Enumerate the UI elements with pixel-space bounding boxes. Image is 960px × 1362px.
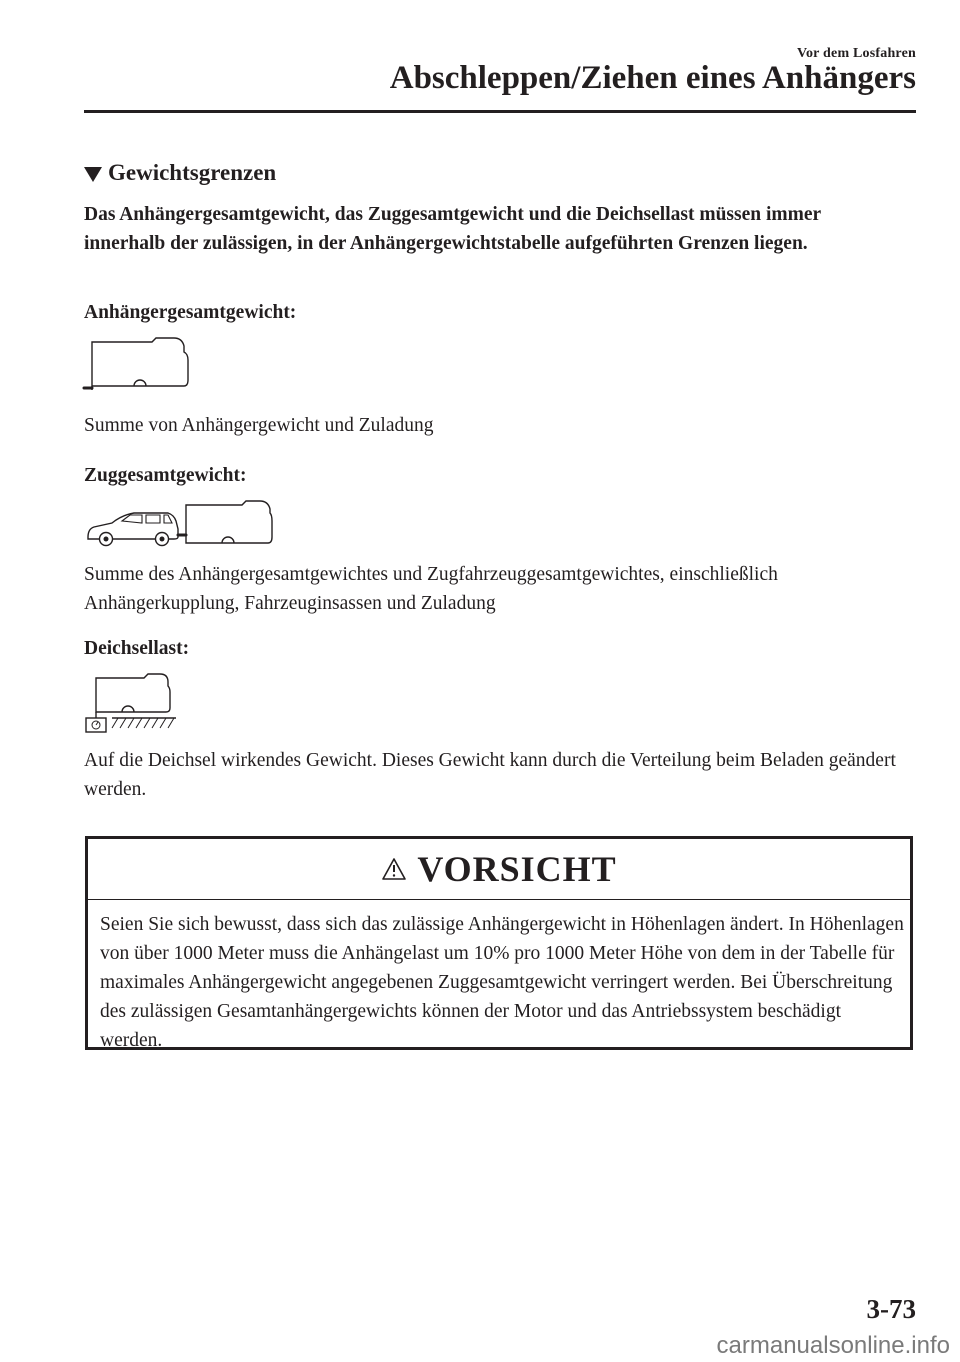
- section-heading-text: Gewichtsgrenzen: [108, 160, 277, 185]
- caution-box: [85, 836, 913, 1050]
- caution-header: [88, 839, 910, 900]
- warning-triangle-icon: [381, 857, 407, 881]
- page-title: Abschleppen/Ziehen eines Anhängers: [389, 60, 916, 96]
- trailer-weight-label: Anhängergesamtgewicht:: [84, 302, 297, 323]
- tongue-load-scale-icon: [82, 672, 178, 734]
- header-divider: [84, 110, 916, 113]
- intro-paragraph: Das Anhängergesamtgewicht, das Zuggesamtgewicht und die Deichsellast müssen immer innerhalb der zulässigen, in der Anhängergewichtstabelle aufgeführten Grenzen liegen.: [84, 204, 821, 254]
- page-number: 3-73: [866, 1294, 916, 1324]
- section-heading: [84, 160, 276, 186]
- chapter-subtitle: Vor dem Losfahren: [796, 46, 916, 61]
- train-weight-description: Summe des Anhängergesamtgewichtes und Zugfahrzeuggesamtgewichtes, einschließlich Anhängerkupplung, Fahrzeuginsassen und Zuladung: [84, 564, 778, 614]
- car-with-trailer-icon: [82, 497, 274, 553]
- train-weight-label: Zuggesamtgewicht:: [84, 465, 247, 486]
- caution-title: VORSICHT: [417, 849, 617, 889]
- caution-text: Seien Sie sich bewusst, dass sich das zulässige Anhängergewicht in Höhenlagen ändert. In Höhenlagen von über 1000 Meter muss die Anhängelast um 10% pro 1000 Meter Höhe von dem in der Tabelle für maximales Anhängergewicht angegebenen Zuggesamtgewicht verringert werden. Bei Überschreitung des zulässigen Gesamtanhängergewichts können der Motor und das Antriebssystem beschädigt werden.: [100, 914, 904, 1051]
- trailer-icon: [82, 336, 194, 396]
- triangle-bullet-icon: [84, 167, 102, 182]
- tongue-load-description: Auf die Deichsel wirkendes Gewicht. Dieses Gewicht kann durch die Verteilung beim Beladen geändert werden.: [84, 750, 896, 800]
- watermark: carmanualsonline.info: [716, 1332, 950, 1359]
- tongue-load-label: Deichsellast:: [84, 638, 190, 659]
- trailer-weight-description: Summe von Anhängergewicht und Zuladung: [84, 415, 434, 436]
